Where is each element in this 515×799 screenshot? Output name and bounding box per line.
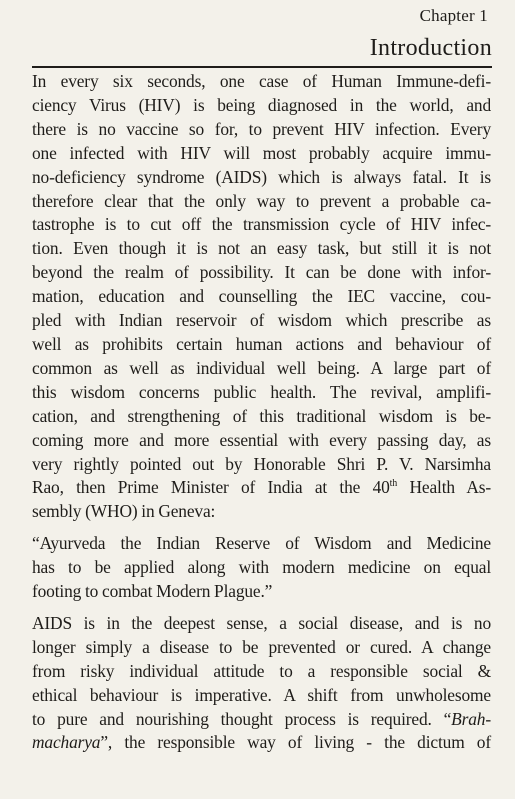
text-line bbox=[32, 684, 491, 708]
text-run: tion. Even though it is not an easy task, but still it is not bbox=[32, 238, 491, 259]
text-run: Rao, then Prime Minister of India at the 40 bbox=[32, 477, 390, 498]
paragraph-intro bbox=[32, 70, 491, 524]
text-run: mation, education and counselling the IEC vaccine, cou- bbox=[32, 286, 491, 307]
text-line bbox=[32, 580, 491, 604]
text-run: there is no vaccine so for, to prevent HIV infection. Every bbox=[32, 118, 491, 139]
text-run: well as prohibits certain human actions and behaviour of bbox=[32, 333, 491, 354]
text-line bbox=[32, 142, 491, 166]
text-line bbox=[32, 94, 491, 118]
text-run: coming more and more essential with every passing day, as bbox=[32, 429, 491, 450]
text-run: one infected with HIV will most probably acquire immu- bbox=[32, 142, 491, 163]
body-text bbox=[32, 70, 491, 763]
text-run: cation, and strengthening of this traditional wisdom is be- bbox=[32, 405, 491, 426]
text-run: from risky individual attitude to a responsible social & bbox=[32, 660, 491, 681]
text-run: ciency Virus (HIV) is being diagnosed in the world, and bbox=[32, 94, 491, 115]
text-run: to pure and nourishing thought process is required. “ bbox=[32, 708, 452, 729]
text-line bbox=[32, 309, 491, 333]
text-line bbox=[32, 612, 491, 636]
text-line bbox=[32, 556, 491, 580]
text-run: has to be applied along with modern medicine on equal bbox=[32, 557, 491, 578]
text-line bbox=[32, 213, 491, 237]
text-run: longer simply a disease to be prevented or cured. A change bbox=[32, 636, 491, 657]
italic-term: macharya bbox=[32, 732, 101, 753]
text-run: therefore clear that the only way to prevent a probable ca- bbox=[32, 190, 491, 211]
text-run: Health As- bbox=[397, 477, 492, 498]
text-line bbox=[32, 731, 491, 755]
chapter-title: Introduction bbox=[369, 35, 492, 61]
text-run: no-deficiency syndrome (AIDS) which is always fatal. It is bbox=[32, 166, 491, 187]
text-line bbox=[32, 429, 491, 453]
text-run: AIDS is in the deepest sense, a social disease, and is no bbox=[32, 612, 491, 633]
text-line bbox=[32, 476, 491, 500]
paragraph-quote bbox=[32, 532, 491, 604]
text-line bbox=[32, 453, 491, 477]
text-line bbox=[32, 70, 491, 94]
text-line bbox=[32, 636, 491, 660]
paragraph-aids bbox=[32, 612, 491, 755]
text-line bbox=[32, 660, 491, 684]
text-line bbox=[32, 261, 491, 285]
text-run: sembly (WHO) in Geneva: bbox=[32, 501, 216, 522]
text-run: this wisdom concerns public health. The revival, amplifi- bbox=[32, 381, 491, 402]
text-line bbox=[32, 166, 491, 190]
text-line bbox=[32, 190, 491, 214]
text-line bbox=[32, 333, 491, 357]
text-line bbox=[32, 237, 491, 261]
text-line bbox=[32, 708, 491, 732]
text-run: tastrophe is to cut off the transmission cycle of HIV infec- bbox=[32, 214, 491, 235]
title-rule bbox=[32, 66, 492, 68]
text-line bbox=[32, 357, 491, 381]
text-line bbox=[32, 118, 491, 142]
superscript: th bbox=[389, 478, 398, 490]
text-run: ”, the responsible way of living - the dictum of bbox=[100, 732, 491, 753]
text-line bbox=[32, 532, 491, 556]
chapter-label: Chapter 1 bbox=[419, 6, 488, 25]
text-line bbox=[32, 381, 491, 405]
text-run: pled with Indian reservoir of wisdom which prescribe as bbox=[32, 310, 491, 331]
text-line bbox=[32, 500, 491, 524]
text-run: common as well as individual well being. A large part of bbox=[32, 357, 491, 378]
text-line bbox=[32, 405, 491, 429]
text-run: ethical behaviour is imperative. A shift from unwholesome bbox=[32, 684, 491, 705]
text-run: beyond the realm of possibility. It can be done with infor- bbox=[32, 262, 491, 283]
italic-term: Brah- bbox=[451, 708, 491, 729]
text-line bbox=[32, 285, 491, 309]
text-run: “Ayurveda the Indian Reserve of Wisdom and Medicine bbox=[32, 533, 491, 554]
text-run: very rightly pointed out by Honorable Shri P. V. Narsimha bbox=[32, 453, 491, 474]
text-run: In every six seconds, one case of Human Immune-defi- bbox=[32, 71, 491, 91]
text-run: footing to combat Modern Plague.” bbox=[32, 581, 273, 602]
